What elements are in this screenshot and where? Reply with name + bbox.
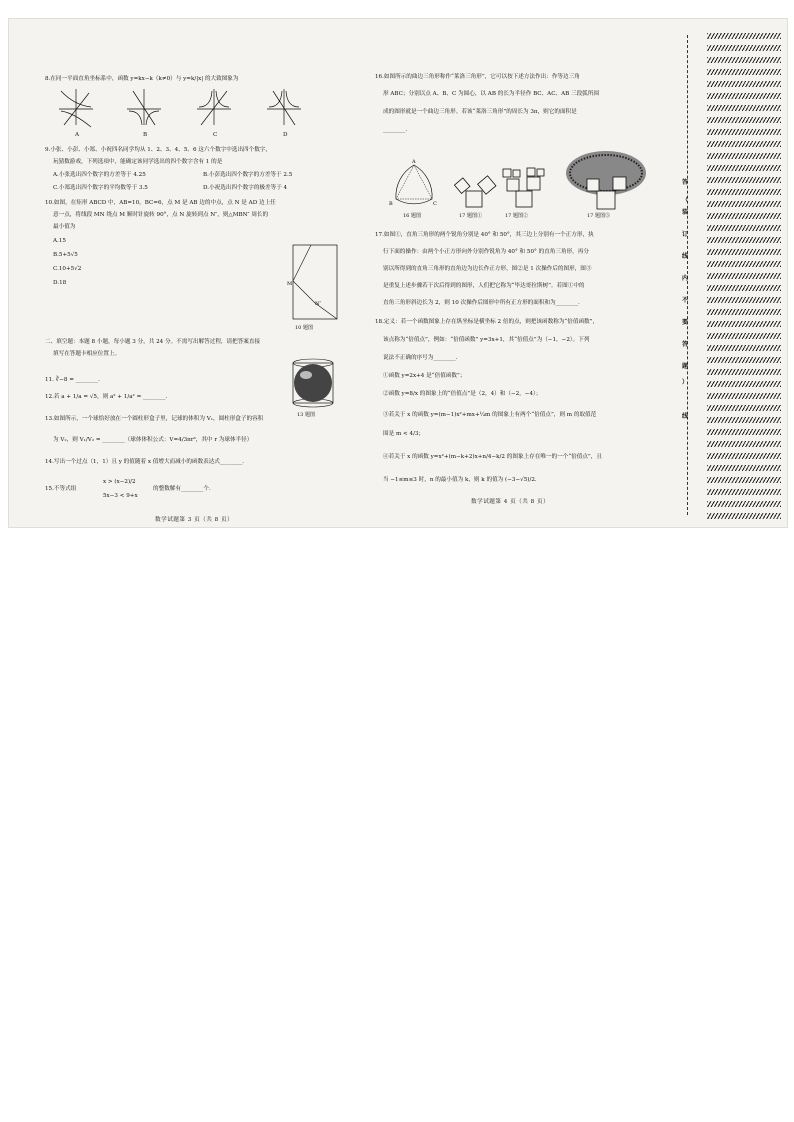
- q9-option-a: A.小张选出四个数字的方差等于 4.25: [53, 172, 146, 178]
- binding-char: （: [682, 197, 689, 204]
- question-10-line1: 10.如图，在矩形 ABCD 中，AB=10，BC=6，点 M 是 AB 边的中点，点 N 是 AD 边上任: [45, 200, 276, 206]
- section-2-heading-line2: 填写在答题卡相应位置上。: [53, 351, 121, 357]
- question-18-line2: 该点称为“倍值点”，例如：“倍值函数” y=3x+1，其“倍值点”为（−1，−2）。下列: [383, 337, 590, 343]
- hatch-row: [707, 357, 781, 363]
- question-15-prefix: 15.不等式组: [45, 486, 77, 492]
- q8-option-d: D: [283, 132, 288, 138]
- binding-char: 答: [682, 179, 689, 186]
- svg-text:C: C: [433, 201, 437, 207]
- hatch-row: [707, 117, 781, 123]
- hatch-row: [707, 393, 781, 399]
- binding-char: 要: [682, 319, 689, 326]
- question-16-line3: 成的图形就是一个曲边三角形。若该“莱洛三角形”的周长为 3π，则它的面积是: [383, 109, 577, 115]
- hatch-row: [707, 429, 781, 435]
- question-9-line2: 玩猜数游戏，下列选项中，能确定该同学选出的四个数字含有 1 的是: [53, 159, 223, 165]
- q13-figure-caption: 13 题图: [297, 412, 315, 418]
- svg-text:N″: N″: [315, 301, 322, 307]
- hatch-row: [707, 105, 781, 111]
- svg-text:M: M: [287, 281, 293, 287]
- binding-char: 答: [682, 341, 689, 348]
- hatch-row: [707, 57, 781, 63]
- graph-b: [127, 89, 161, 125]
- q18-statement-3-line2: 围是 m < 4/3；: [383, 431, 425, 437]
- page-3-footer: 数学试题第 3 页（共 8 页）: [155, 517, 234, 523]
- hatch-row: [707, 33, 781, 39]
- hatch-row: [707, 177, 781, 183]
- hatch-row: [707, 489, 781, 495]
- svg-text:B: B: [389, 201, 393, 207]
- hatch-row: [707, 477, 781, 483]
- question-14: 14.写出一个过点（1，1）且 y 的值随着 x 值增大而减小的函数表达式________.: [45, 459, 245, 465]
- binding-char: 装: [682, 209, 689, 216]
- question-16-line2: 形 ABC；分别以点 A、B、C 为圆心，以 AB 的长为半径作 BC、AC、AB 三段弧所围: [383, 91, 599, 97]
- question-9-line1: 9.小张、小彭、小郑、小祝四名同学均从 1、2、3、4、5、6 这六个数字中选出四个数字，: [45, 147, 272, 153]
- question-10-line3: 最小值为: [53, 224, 76, 230]
- question-17-line4: 是重复上述步骤若干次后得到的图形，人们把它称为“毕达哥拉斯树”。若图①中的: [383, 283, 585, 289]
- binding-char: 线: [682, 253, 689, 260]
- question-17-line3: 别以所得到的直角三角形的直角边为边长作正方形，图②是 1 次操作后的图形，图③: [383, 266, 592, 272]
- q17-figure-2-caption: 17 题图②: [505, 213, 528, 219]
- hatch-row: [707, 237, 781, 243]
- hatch-row: [707, 225, 781, 231]
- page-4-footer: 数学试题第 4 页（共 8 页）: [471, 499, 550, 505]
- q10-option-a: A.15: [53, 238, 66, 244]
- hatch-row: [707, 405, 781, 411]
- hatch-row: [707, 129, 781, 135]
- exam-sheet: [8, 18, 788, 528]
- hatch-row: [707, 213, 781, 219]
- hatch-row: [707, 297, 781, 303]
- hatch-row: [707, 465, 781, 471]
- q16-figure-caption: 16 题图: [403, 213, 421, 219]
- binding-margin: [673, 19, 785, 525]
- hatch-row: [707, 273, 781, 279]
- hatch-row: [707, 69, 781, 75]
- binding-char: ）: [682, 379, 689, 386]
- hatch-row: [707, 249, 781, 255]
- q8-graphs: [45, 85, 345, 129]
- hatch-row: [707, 501, 781, 507]
- graph-a: [59, 89, 93, 127]
- binding-char: 不: [682, 297, 689, 304]
- q18-statement-3-line1: ③若关于 x 的函数 y=(m−1)x²+mx+¼m 的图象上有两个“倍值点”，则 m 的取值范: [383, 412, 597, 418]
- q18-statement-4-line2: 当 −1≤m≤3 时，n 的最小值为 k，则 k 的值为 (−3−√5)/2.: [383, 477, 537, 483]
- binding-line-char: 线: [682, 413, 689, 420]
- q18-statement-4-line1: ④若关于 x 的函数 y=x²+(m−k+2)x+n/4−k/2 的图象上存在唯一的一个“倍值点”，且: [383, 454, 602, 460]
- reuleaux-triangle-figure: [389, 161, 439, 209]
- pythagoras-tree-figure: [561, 147, 651, 211]
- question-10-line2: 意一点，将线段 MN 绕点 M 顺时针旋转 90°，点 N 旋转到点 N″，则△MBN″ 周长的: [53, 212, 269, 218]
- q18-statement-2: ②函数 y=8/x 的图象上的“倍值点”是（2，4）和（−2，−4）；: [383, 391, 542, 397]
- q17-figure-1-caption: 17 题图①: [459, 213, 482, 219]
- question-8: 8.在同一平面直角坐标系中，函数 y=kx−k（k≠0）与 y=k/|x| 的大致图象为: [45, 76, 239, 82]
- hatch-row: [707, 45, 781, 51]
- question-13-line2: 为 V₂，则 V₁/V₂ = ________（球体体积公式：V=4/3πr³，其中 r 为球体半径）: [53, 437, 253, 443]
- graph-d: [267, 89, 301, 125]
- q10-option-b: B.5+5√5: [53, 252, 78, 258]
- q9-option-d: D.小祝选出四个数字的极差等于 4: [203, 185, 288, 191]
- hatch-row: [707, 513, 781, 519]
- question-13-line1: 13.如图所示，一个球恰好放在一个圆柱形盒子里，记球的体积为 V₁，圆柱形盒子的容积: [45, 416, 264, 422]
- q10-figure-caption: 10 题图: [295, 325, 313, 331]
- q10-option-c: C.10+5√2: [53, 266, 82, 272]
- q8-option-c: C: [213, 132, 218, 138]
- hatch-row: [707, 201, 781, 207]
- q10-option-d: D.18: [53, 280, 67, 286]
- question-12: 12.若 a + 1/a = √5，则 a² + 1/a² = ________.: [45, 394, 168, 400]
- q13-sphere-cylinder-figure: [289, 357, 339, 413]
- binding-char: 订: [682, 231, 689, 238]
- q15-inequality-2: 5x−3 < 9+x: [103, 493, 138, 499]
- q17-figure-3-caption: 17 题图③: [587, 213, 610, 219]
- hatch-row: [707, 345, 781, 351]
- hatch-row: [707, 81, 781, 87]
- question-17-line5: 直角三角形斜边长为 2，则 10 次操作后图形中所有正方形的面积和为________.: [383, 300, 580, 306]
- svg-text:A: A: [412, 159, 416, 165]
- q9-option-c: C.小郑选出四个数字的平均数等于 3.5: [53, 185, 148, 191]
- hatch-row: [707, 381, 781, 387]
- hatch-row: [707, 165, 781, 171]
- pythagoras-figure-2: [499, 165, 549, 211]
- q18-statement-1: ①函数 y=2x+4 是“倍值函数”；: [383, 373, 466, 379]
- question-17-line1: 17.如图①，直角三角形的两个锐角分别是 40° 和 50°，其三边上分别有一个正方形，执: [375, 232, 594, 238]
- q8-option-b: B: [143, 132, 148, 138]
- hatch-row: [707, 453, 781, 459]
- question-17-line2: 行下面的操作：由两个小正方形向外分别作锐角为 40° 和 50° 的直角三角形，再分: [383, 249, 589, 255]
- hatch-row: [707, 285, 781, 291]
- graph-c: [197, 89, 231, 125]
- question-15-suffix: 的整数解有________个.: [153, 486, 211, 492]
- hatch-row: [707, 321, 781, 327]
- question-16-line4: ________.: [383, 127, 408, 133]
- hatch-row: [707, 441, 781, 447]
- pythagoras-figure-1: [457, 171, 491, 211]
- q10-rectangle-figure: [289, 241, 349, 331]
- question-18-line3: 说法不正确的序号为________.: [383, 355, 458, 361]
- hatch-row: [707, 141, 781, 147]
- hatch-row: [707, 369, 781, 375]
- question-18-line1: 18.定义：若一个函数图象上存在纵坐标是横坐标 2 倍的点，则把该函数称为“倍值函数”，: [375, 319, 599, 325]
- q15-inequality-1: x > (x−2)/2: [103, 479, 136, 485]
- hatch-row: [707, 153, 781, 159]
- q8-option-a: A: [75, 132, 80, 138]
- hatch-row: [707, 417, 781, 423]
- hatch-row: [707, 333, 781, 339]
- question-16-line1: 16.如图所示的曲边三角形称作“莱洛三角形”，它可以按下述方法作出：作等边三角: [375, 74, 580, 80]
- binding-char: 题: [682, 363, 689, 370]
- hatch-row: [707, 261, 781, 267]
- section-2-heading-line1: 二、填空题：本题 8 小题，每小题 3 分，共 24 分。不需写出解答过程，请把答案直接: [45, 339, 261, 345]
- question-11: 11. ∛−8 = ________.: [45, 377, 100, 383]
- binding-char: 内: [682, 275, 689, 282]
- hatch-row: [707, 93, 781, 99]
- hatch-row: [707, 189, 781, 195]
- q9-option-b: B.小彭选出四个数字的方差等于 2.5: [203, 172, 293, 178]
- hatch-row: [707, 309, 781, 315]
